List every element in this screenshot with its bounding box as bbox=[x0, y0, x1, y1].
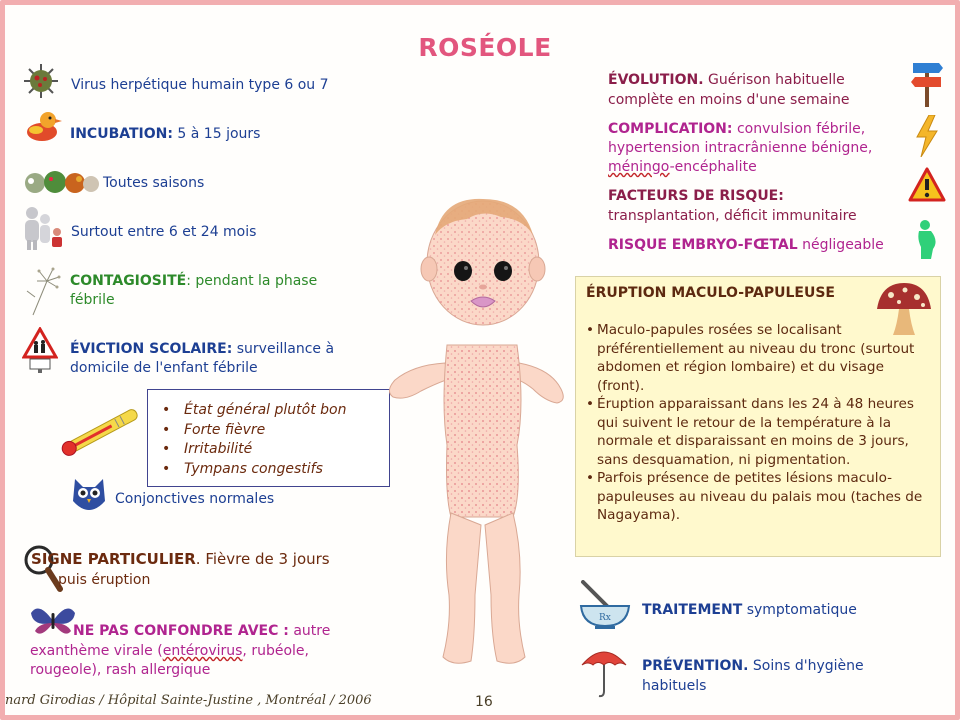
mortar-icon bbox=[577, 580, 633, 630]
seasons-icon bbox=[23, 167, 101, 199]
virus-icon bbox=[23, 63, 59, 99]
sign-label-rest: IGNE PARTICULIER bbox=[41, 550, 196, 568]
sign-row bbox=[31, 550, 330, 569]
duck-icon bbox=[22, 109, 62, 143]
contagion-value-1: : pendant la phase bbox=[186, 273, 318, 289]
owl-icon bbox=[69, 475, 109, 517]
fetal-row bbox=[608, 236, 884, 255]
umbrella-icon bbox=[580, 645, 628, 699]
school-sign-icon bbox=[22, 327, 58, 373]
eviction-value-1: surveillance à bbox=[232, 341, 335, 357]
lightning-icon bbox=[913, 115, 941, 157]
symptom-item: • État général plutôt bon bbox=[162, 401, 389, 421]
confuse-line-3: rougeole), rash allergique bbox=[30, 662, 211, 678]
warning-icon bbox=[908, 167, 946, 203]
eviction-label: ÉVICTION SCOLAIRE: bbox=[70, 341, 233, 357]
complication-value-2: hypertension intracrânienne bénigne, bbox=[608, 140, 873, 156]
prevention-row bbox=[642, 657, 864, 676]
pregnant-icon bbox=[913, 219, 939, 259]
risk-value: transplantation, déficit immunitaire bbox=[608, 208, 857, 224]
eruption-item: • Parfois présence de petites lésions maculo-papuleuses au niveau du palais mou (taches de Nagayama). bbox=[586, 469, 930, 525]
symptom-item: • Tympans congestifs bbox=[162, 460, 389, 480]
family-icon bbox=[21, 205, 65, 251]
complication-value-1: convulsion fébrile, bbox=[732, 121, 866, 137]
treatment-label: TRAITEMENT bbox=[642, 602, 743, 618]
symptom-item: • Irritabilité bbox=[162, 440, 389, 460]
sign-value-1: . Fièvre de 3 jours bbox=[195, 550, 330, 568]
contagion-label: CONTAGIOSITÉ bbox=[70, 273, 187, 289]
mushroom-icon bbox=[875, 281, 933, 337]
confuse-row bbox=[73, 622, 330, 641]
conjunctiva-text: Conjonctives normales bbox=[115, 491, 275, 507]
dandelion-icon bbox=[23, 267, 63, 317]
incubation-value: 5 à 15 jours bbox=[172, 126, 261, 142]
encephalite-text: -encéphalite bbox=[669, 159, 757, 175]
complication-label: COMPLICATION: bbox=[608, 121, 733, 137]
treatment-row bbox=[642, 601, 857, 620]
complication-row bbox=[608, 120, 865, 139]
virus-text: Virus herpétique humain type 6 ou 7 bbox=[71, 77, 329, 93]
contagion-value-2: fébrile bbox=[70, 292, 115, 308]
baby-illustration bbox=[383, 195, 583, 675]
treatment-value: symptomatique bbox=[742, 602, 857, 618]
confuse-line-2a: exanthème virale ( bbox=[30, 643, 163, 659]
rx-label: Rx bbox=[599, 613, 611, 623]
evolution-row bbox=[608, 71, 845, 90]
confuse-value-1: autre bbox=[288, 623, 331, 639]
incubation-label: INCUBATION: bbox=[70, 126, 173, 142]
butterfly-icon bbox=[29, 605, 77, 639]
contagion-row bbox=[70, 272, 317, 291]
prevention-label: PRÉVENTION. bbox=[642, 658, 749, 674]
prevention-value-1: Soins d'hygiène bbox=[748, 658, 864, 674]
complication-value-3 bbox=[608, 158, 757, 177]
age-text: Surtout entre 6 et 24 mois bbox=[71, 224, 257, 240]
footer-credit: nard Girodias / Hôpital Sainte-Justine , Montréal / 2006 bbox=[5, 693, 372, 708]
eruption-item: • Éruption apparaissant dans les 24 à 48 heures qui suivent le retour de la température à la normale et disparaissant en moins de 3 jours, sans desquamation, ni pigmentation. bbox=[586, 395, 930, 469]
confuse-label: NE PAS CONFONDRE AVEC : bbox=[73, 623, 289, 639]
risk-row bbox=[608, 187, 784, 206]
fetal-label: RISQUE EMBRYO-FŒTAL bbox=[608, 237, 798, 253]
evolution-value-1: Guérison habituelle bbox=[703, 72, 845, 88]
evolution-label: ÉVOLUTION. bbox=[608, 72, 704, 88]
signpost-icon bbox=[909, 57, 945, 107]
confuse-line-2c: , rubéole, bbox=[242, 643, 309, 659]
symptom-item: • Forte fièvre bbox=[162, 421, 389, 441]
eruption-title: ÉRUPTION MACULO-PAPULEUSE bbox=[586, 285, 835, 301]
confuse-enterovirus: entérovirus bbox=[162, 643, 243, 659]
risk-label: FACTEURS DE RISQUE: bbox=[608, 188, 784, 204]
sign-value-2: puis éruption bbox=[58, 572, 151, 588]
confuse-line-2 bbox=[30, 642, 309, 661]
eruption-item: • Maculo-papules rosées se localisant préférentiellement au niveau du tronc (surtout abdomen et région lombaire) et du visage (front). bbox=[586, 321, 930, 395]
sign-label-first: S bbox=[31, 550, 42, 568]
eviction-row bbox=[70, 340, 334, 359]
symptoms-box bbox=[147, 389, 390, 487]
evolution-value-2: complète en moins d'une semaine bbox=[608, 92, 850, 108]
prevention-value-2: habituels bbox=[642, 678, 707, 694]
page-number: 16 bbox=[475, 694, 493, 710]
thermometer-icon bbox=[53, 403, 153, 459]
incubation-row bbox=[70, 125, 260, 144]
eviction-value-2: domicile de l'enfant fébrile bbox=[70, 360, 258, 376]
seasons-text: Toutes saisons bbox=[103, 175, 205, 191]
page-title: ROSÉOLE bbox=[418, 33, 552, 62]
fetal-value: négligeable bbox=[797, 237, 884, 253]
meningo-text: méningo bbox=[608, 159, 670, 175]
